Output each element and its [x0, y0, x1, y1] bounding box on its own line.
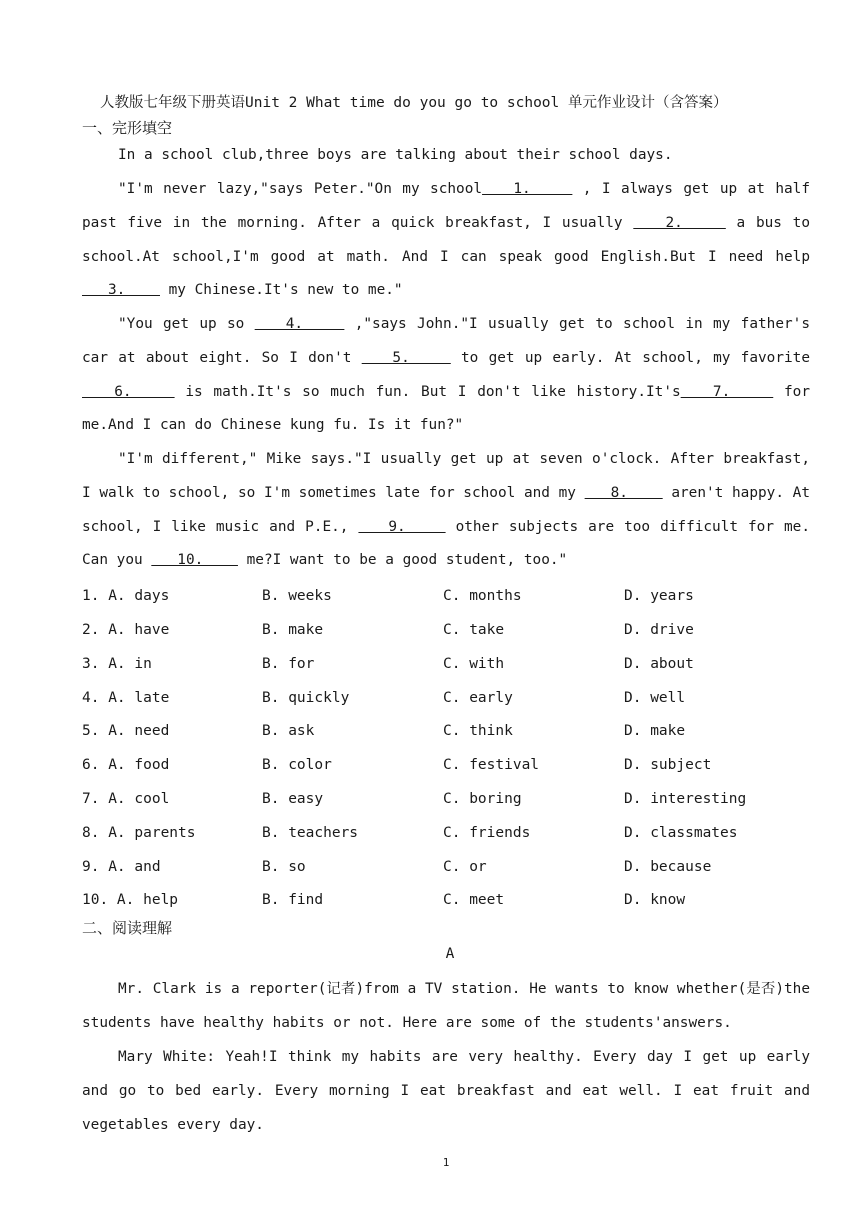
option-a: 6. A. food [82, 757, 170, 773]
text: me?I want to be a good student, too." [237, 552, 568, 569]
text: "I'm never lazy,"says Peter."On my school [118, 181, 483, 197]
section-heading-cloze: 一、完形填空 [82, 119, 173, 137]
option-d: D. know [624, 892, 686, 908]
option-b: B. easy [262, 791, 324, 807]
option-b: B. for [262, 656, 315, 672]
cloze-intro-text: In a school club,three boys are talking about their school days. [118, 147, 673, 163]
option-d: D. well [624, 690, 686, 706]
option-a: 1. A. days [82, 588, 170, 604]
text: a bus to school.At school,I'm good at math. And I can speak good English.But I need help [82, 214, 811, 265]
blank-4: 4. [254, 316, 345, 332]
option-b: B. make [262, 622, 324, 638]
option-c: C. with [443, 656, 505, 672]
option-c: C. or [443, 859, 487, 875]
text: is math.It's so much fun. But I don't like history.It's [174, 383, 681, 400]
option-b: B. so [262, 859, 306, 875]
option-d: D. drive [624, 622, 694, 638]
cloze-paragraph-peter [82, 173, 810, 308]
option-a: 3. A. in [82, 656, 152, 672]
blank-5: 5. [361, 349, 451, 366]
text: my Chinese.It's new to me." [159, 282, 403, 299]
option-d: D. because [624, 859, 712, 875]
option-d: D. about [624, 656, 694, 672]
section-heading-reading: 二、阅读理解 [82, 919, 173, 937]
option-b: B. weeks [262, 588, 332, 604]
option-a: 10. A. help [82, 892, 179, 908]
option-a: 9. A. and [82, 859, 161, 875]
reading-part-letter: A [445, 946, 455, 962]
cloze-intro [82, 139, 810, 173]
option-c: C. early [443, 690, 513, 706]
option-c: C. think [443, 723, 513, 739]
option-b: B. color [262, 757, 332, 773]
text: "I'm different," Mike says."I usually get up at seven o'clock. After breakfast, I walk to school, so I'm sometimes late for school and my [82, 451, 810, 501]
reading-paragraph-mary [82, 1041, 810, 1142]
text: to get up early. At school, my favorite [450, 349, 810, 366]
option-d: D. interesting [624, 791, 747, 807]
page-number: 1 [442, 1156, 450, 1169]
option-a: 4. A. late [82, 690, 170, 706]
option-b: B. find [262, 892, 324, 908]
option-a: 8. A. parents [82, 825, 196, 841]
option-d: D. years [624, 588, 694, 604]
reading-paragraph-intro [82, 973, 810, 1041]
option-d: D. classmates [624, 825, 738, 841]
option-a: 2. A. have [82, 622, 170, 638]
option-b: B. ask [262, 723, 315, 739]
blank-1: 1. [482, 181, 573, 197]
text: aren't happy. At school, I like music and P.E., [82, 484, 810, 535]
text: Mr. Clark is a reporter(记者)from a TV station. He wants to know whether(是否)the students have healthy habits or not. Here are some of the students'answers. [82, 981, 810, 1031]
cloze-paragraph-john [82, 308, 810, 443]
text: Mary White: Yeah!I think my habits are very healthy. Every day I get up early and go to bed early. Every morning I eat breakfast and eat well. I eat fruit and vegetables every day. [82, 1049, 810, 1133]
blank-9: 9. [358, 518, 446, 535]
blank-7: 7. [680, 383, 774, 400]
text: ,"says John."I usually get to school in my father's car at about eight. So I don't [82, 316, 810, 366]
option-d: D. make [624, 723, 686, 739]
blank-3: 3. [82, 282, 160, 299]
option-a: 7. A. cool [82, 791, 170, 807]
cloze-paragraph-mike [82, 443, 810, 578]
blank-6: 6. [82, 383, 175, 400]
option-c: C. take [443, 622, 505, 638]
text: , I always get up at half past five in the morning. After a quick breakfast, I usually [82, 181, 810, 231]
option-a: 5. A. need [82, 723, 170, 739]
option-c: C. boring [443, 791, 522, 807]
text: other subjects are too difficult for me. Can you [82, 518, 810, 569]
option-c: C. festival [443, 757, 540, 773]
option-d: D. subject [624, 757, 712, 773]
option-c: C. friends [443, 825, 531, 841]
option-b: B. teachers [262, 825, 359, 841]
option-c: C. meet [443, 892, 505, 908]
option-b: B. quickly [262, 690, 350, 706]
page-title: 人教版七年级下册英语Unit 2 What time do you go to school 单元作业设计（含答案） [100, 95, 728, 111]
blank-8: 8. [584, 484, 663, 501]
text: for me.And I can do Chinese kung fu. Is it fun?" [82, 383, 810, 434]
text: "You get up so [118, 316, 255, 332]
option-c: C. months [443, 588, 522, 604]
blank-2: 2. [633, 214, 726, 231]
blank-10: 10. [151, 552, 238, 569]
